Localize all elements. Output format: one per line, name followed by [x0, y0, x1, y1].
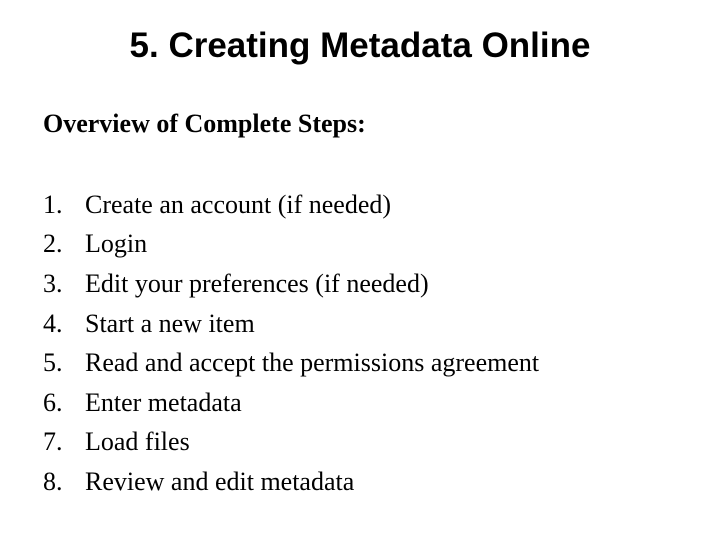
step-item [43, 383, 539, 423]
step-item [43, 225, 539, 265]
step-item [43, 343, 539, 383]
step-text: Login [85, 229, 148, 259]
step-number: 4. [43, 308, 63, 338]
subheading: Overview of Complete Steps: [43, 109, 366, 138]
step-number: 7. [43, 427, 63, 457]
step-text: Edit your preferences (if needed) [85, 268, 429, 298]
slide-title: 5. Creating Metadata Online [129, 26, 591, 65]
step-text: Enter metadata [85, 387, 242, 417]
step-item [43, 185, 539, 225]
step-item [43, 304, 539, 344]
step-number: 6. [43, 387, 63, 417]
step-item [43, 462, 539, 502]
step-text: Create an account (if needed) [85, 189, 392, 219]
step-text: Read and accept the permissions agreement [85, 348, 540, 378]
step-number: 2. [43, 229, 63, 259]
steps-list [43, 185, 539, 502]
step-item [43, 423, 539, 463]
step-number: 5. [43, 348, 63, 378]
step-number: 3. [43, 268, 63, 298]
step-number: 8. [43, 466, 63, 496]
step-item [43, 264, 539, 304]
step-number: 1. [43, 189, 63, 219]
step-text: Load files [85, 427, 190, 457]
step-text: Start a new item [85, 308, 255, 338]
step-text: Review and edit metadata [85, 466, 355, 496]
